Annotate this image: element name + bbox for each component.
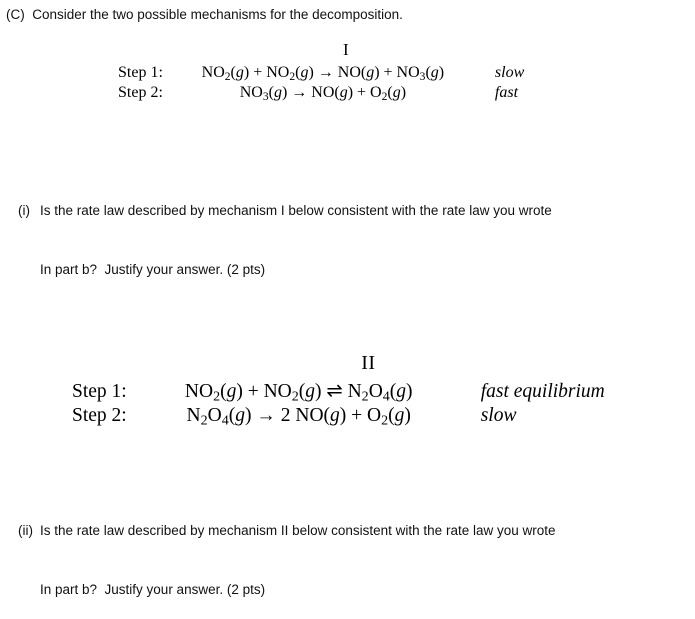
- mechanism-two-block: [72, 352, 605, 428]
- mechanism-one-block: [118, 40, 524, 103]
- mechanism-step-row: [72, 404, 605, 428]
- question-ii-line1: Is the rate law described by mechanism II below consistent with the rate law you wrote: [40, 523, 556, 539]
- part-c-intro-text: (C) Consider the two possible mechanisms for the decomposition.: [6, 7, 403, 22]
- step-rate-descriptor: fast: [494, 84, 519, 101]
- step-equation: $NO_3(g) \to NO(g) + O_2(g)$: [239, 84, 407, 103]
- step-label: Step 1:: [72, 381, 127, 402]
- step-equation: $N_2O_4(g) \to 2$ $NO(g) + O_2(g)$: [186, 405, 411, 429]
- step-label: Step 2:: [72, 405, 127, 426]
- question-i-line2: In part b? Justify your answer. (2 pts): [40, 261, 266, 277]
- mechanism-one-steps: [118, 63, 524, 103]
- question-i-marker: (i): [18, 203, 30, 219]
- step-label: Step 2:: [118, 84, 163, 101]
- question-ii-first-line: [18, 521, 690, 541]
- step-label: Step 1:: [118, 64, 163, 81]
- step-equation: $NO_2(g) + NO_2(g)$ ⇌ $N_2O_4(g)$: [184, 381, 413, 405]
- mechanism-step-row: [72, 378, 605, 404]
- question-ii-block: [18, 482, 690, 619]
- mechanism-step-row: [118, 63, 524, 83]
- mechanism-two-roman-numeral: II: [361, 352, 376, 374]
- step-equation: $NO_2(g) + NO_2(g) \to NO(g) + NO_3(g)$: [201, 64, 445, 83]
- question-ii-line2: In part b? Justify your answer. (2 pts): [40, 581, 266, 597]
- question-i-first-line: [18, 201, 690, 221]
- question-ii-marker: (ii): [18, 523, 33, 539]
- mechanism-step-row: [118, 83, 524, 103]
- mechanism-one-roman-numeral: I: [343, 40, 350, 59]
- step-rate-descriptor: slow: [494, 64, 525, 81]
- question-i-line1: Is the rate law described by mechanism I below consistent with the rate law you wrote: [40, 203, 552, 219]
- question-i-block: [18, 162, 690, 299]
- step-rate-descriptor: fast equilibrium: [480, 381, 605, 402]
- step-rate-descriptor: slow: [480, 405, 517, 426]
- mechanism-two-steps: [72, 378, 605, 428]
